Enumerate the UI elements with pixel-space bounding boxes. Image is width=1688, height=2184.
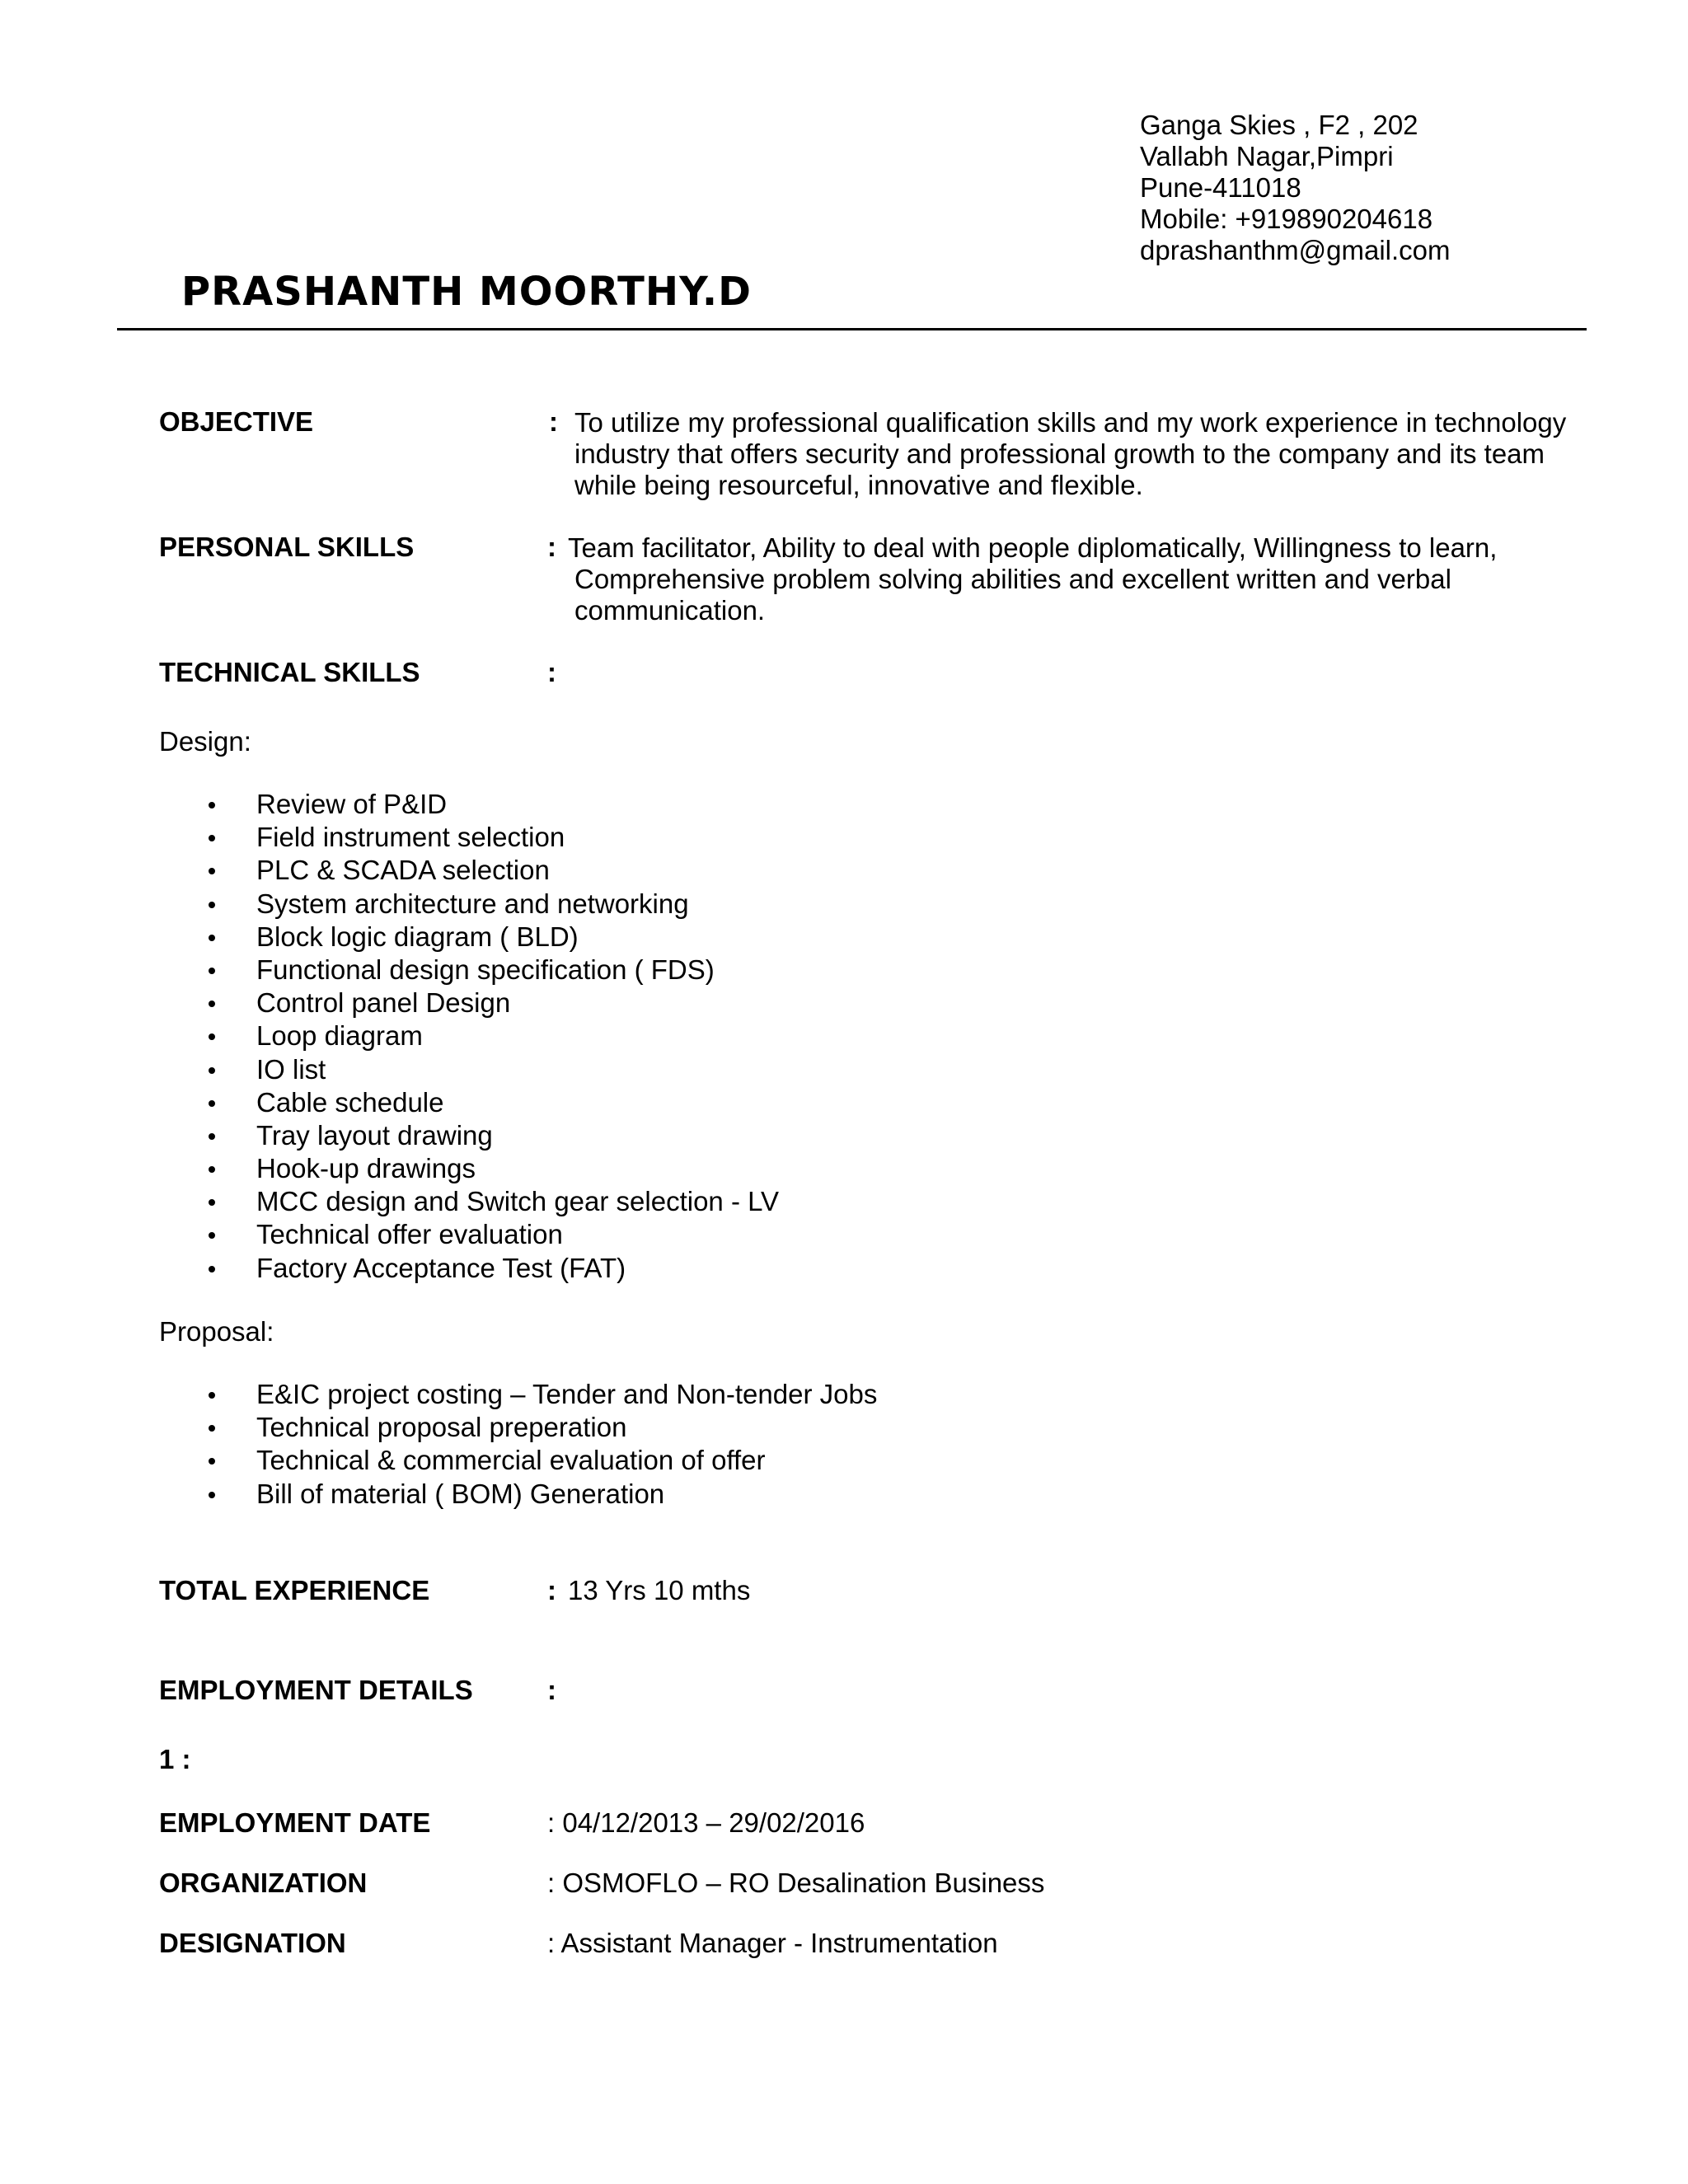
objective-colon: : (549, 406, 558, 437)
objective-text (574, 407, 1566, 501)
list-item (204, 1252, 779, 1285)
list-item (204, 921, 779, 954)
objective-line: To utilize my professional qualification skills and my work experience in technology (574, 407, 1567, 438)
design-skills-list (204, 788, 779, 1285)
list-item-text: Technical proposal preperation (256, 1412, 627, 1443)
design-heading: Design: (159, 726, 251, 757)
list-item (204, 1086, 779, 1119)
personal-skills-line-1: Team facilitator, Ability to deal with people diplomatically, Willingness to learn, (568, 532, 1498, 563)
proposal-heading: Proposal: (159, 1316, 274, 1347)
employment-date-value: : 04/12/2013 – 29/02/2016 (547, 1807, 865, 1838)
list-item-text: Loop diagram (256, 1020, 423, 1052)
list-item-text: Bill of material ( BOM) Generation (256, 1478, 665, 1509)
bullet-icon (209, 1067, 215, 1074)
bullet-icon (209, 1001, 215, 1007)
list-item (204, 1444, 877, 1477)
list-item-text: Control panel Design (256, 987, 511, 1019)
objective-line: industry that offers security and professional growth to the company and its team (574, 438, 1545, 469)
personal-skills-rest (574, 564, 1451, 626)
bullet-icon (209, 835, 215, 841)
proposal-skills-list (204, 1378, 877, 1511)
list-item-text: Hook-up drawings (256, 1153, 476, 1184)
bullet-icon (209, 1166, 215, 1173)
mobile-number: Mobile: +919890204618 (1140, 204, 1433, 234)
total-experience-label: TOTAL EXPERIENCE (159, 1575, 430, 1605)
list-item (204, 987, 779, 1019)
total-experience-value: 13 Yrs 10 mths (568, 1575, 751, 1605)
candidate-name: PRASHANTH MOORTHY.D (181, 269, 752, 315)
header-divider (117, 328, 1587, 330)
bullet-icon (209, 968, 215, 974)
bullet-icon (209, 1232, 215, 1239)
list-item-text: Factory Acceptance Test (FAT) (256, 1252, 626, 1283)
list-item-text: Technical & commercial evaluation of offer (256, 1445, 766, 1476)
employment-index: 1 : (159, 1744, 191, 1774)
list-item (204, 888, 779, 921)
objective-label: OBJECTIVE (159, 406, 314, 437)
personal-skills-label: PERSONAL SKILLS (159, 532, 415, 562)
employment-date-label: EMPLOYMENT DATE (159, 1807, 431, 1838)
list-item (204, 1119, 779, 1152)
personal-skills-line: Comprehensive problem solving abilities and excellent written and verbal (574, 564, 1451, 594)
list-item-text: System architecture and networking (256, 888, 689, 919)
list-item-text: PLC & SCADA selection (256, 855, 550, 886)
list-item (204, 1019, 779, 1052)
designation-value: : Assistant Manager - Instrumentation (547, 1928, 998, 1958)
bullet-icon (209, 1199, 215, 1206)
list-item (204, 1218, 779, 1251)
technical-skills-label: TECHNICAL SKILLS (159, 657, 420, 687)
bullet-icon (209, 1392, 215, 1399)
list-item (204, 1378, 877, 1411)
personal-skills-line: communication. (574, 595, 766, 626)
objective-line: while being resourceful, innovative and flexible. (574, 470, 1143, 500)
list-item-text: Review of P&ID (256, 789, 448, 819)
bullet-icon (209, 802, 215, 808)
list-item (204, 954, 779, 987)
personal-skills-colon: : (547, 532, 556, 562)
address-line-2: Vallabh Nagar,Pimpri (1140, 141, 1394, 171)
list-item (204, 1411, 877, 1444)
list-item-text: Field instrument selection (256, 822, 565, 853)
total-experience-colon: : (547, 1575, 556, 1605)
list-item-text: IO list (256, 1053, 326, 1085)
bullet-icon (209, 935, 215, 941)
list-item (204, 854, 779, 887)
list-item-text: Technical offer evaluation (256, 1219, 563, 1250)
address-line-1: Ganga Skies , F2 , 202 (1140, 110, 1418, 140)
bullet-icon (209, 868, 215, 874)
organization-value: : OSMOFLO – RO Desalination Business (547, 1868, 1045, 1898)
list-item (204, 1152, 779, 1185)
list-item-text: E&IC project costing – Tender and Non-tender Jobs (256, 1379, 878, 1409)
bullet-icon (209, 1100, 215, 1107)
list-item-text: Tray layout drawing (256, 1119, 493, 1151)
technical-skills-colon: : (547, 657, 556, 687)
list-item-text: Functional design specification ( FDS) (256, 954, 715, 985)
list-item (204, 1053, 779, 1086)
bullet-icon (209, 902, 215, 908)
employment-details-label: EMPLOYMENT DETAILS (159, 1675, 473, 1705)
address-line-3: Pune-411018 (1140, 172, 1301, 203)
employment-details-colon: : (547, 1675, 556, 1705)
list-item-text: MCC design and Switch gear selection - LV (256, 1186, 780, 1217)
organization-label: ORGANIZATION (159, 1868, 368, 1898)
list-item-text: Cable schedule (256, 1086, 444, 1118)
bullet-icon (209, 1492, 215, 1498)
bullet-icon (209, 1033, 215, 1040)
designation-label: DESIGNATION (159, 1928, 346, 1958)
list-item (204, 1478, 877, 1511)
list-item (204, 1185, 779, 1218)
bullet-icon (209, 1133, 215, 1140)
email-address: dprashanthm@gmail.com (1140, 235, 1451, 265)
list-item-text: Block logic diagram ( BLD) (256, 921, 579, 952)
bullet-icon (209, 1425, 215, 1432)
contact-block (1140, 110, 1451, 266)
bullet-icon (209, 1458, 215, 1465)
list-item (204, 788, 779, 821)
list-item (204, 821, 779, 854)
bullet-icon (209, 1266, 215, 1272)
